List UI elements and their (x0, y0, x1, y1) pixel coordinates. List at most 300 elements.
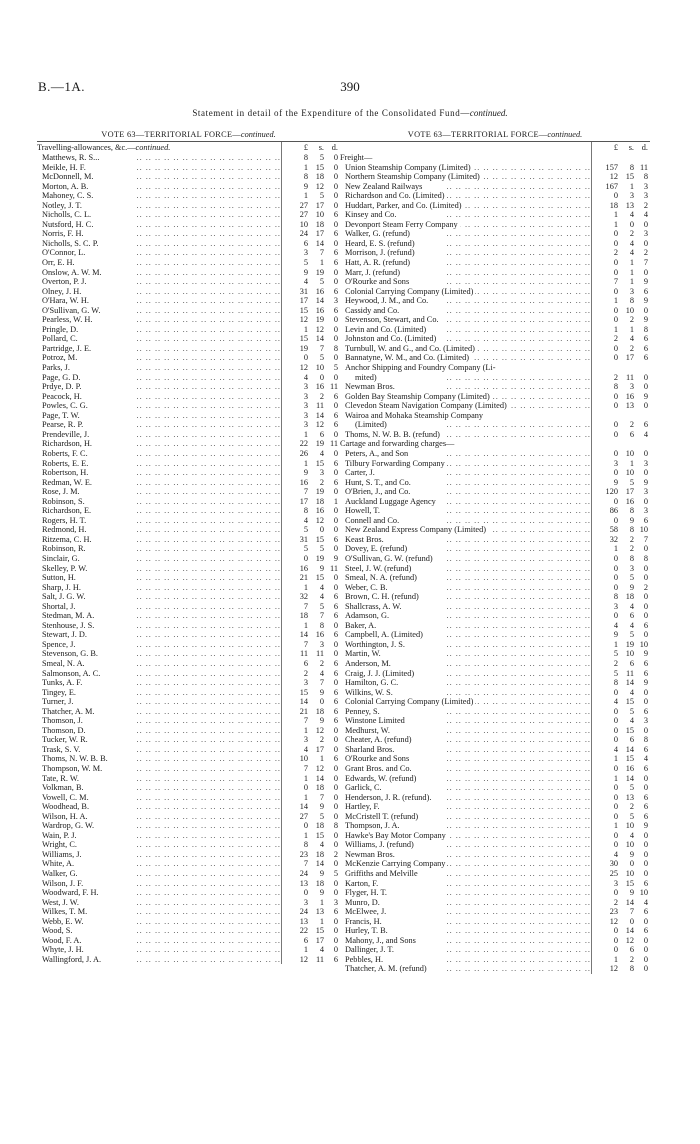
right-entry-pence: 4 (643, 429, 648, 439)
left-vote-heading-suffix: continued. (240, 130, 276, 139)
left-table-row (37, 955, 340, 965)
right-entry-name-text: Pebbles, H. (345, 954, 384, 964)
right-entry-pounds: 5 (613, 649, 618, 659)
left-entry-amount (281, 812, 340, 822)
right-entry-name-text: O'Rourke and Sons (345, 277, 410, 287)
right-entry-pounds: 8 (613, 592, 618, 602)
left-entry-pounds: 4 (303, 515, 308, 525)
left-entry-name-text: Notley, J. T. (42, 200, 82, 210)
left-entry-name-text: Robinson, R. (42, 544, 86, 554)
right-entry-name (340, 373, 591, 383)
left-entry-shillings: 15 (315, 573, 324, 583)
left-entry-amount (281, 669, 340, 679)
right-entry-name-text: Hartley, F. (345, 802, 380, 812)
left-entry-shillings: 15 (315, 458, 324, 468)
right-entry-pounds: 25 (609, 869, 618, 879)
right-entry-name (340, 525, 591, 535)
right-entry-name (340, 640, 591, 650)
left-entry-name (37, 859, 281, 869)
right-entry-shillings: 5 (629, 783, 634, 793)
left-entry-pounds: 0 (303, 783, 308, 793)
left-table-row (37, 344, 340, 354)
right-entry-name (340, 688, 591, 698)
right-table-row (340, 191, 650, 201)
left-entry-shillings: 9 (319, 563, 324, 573)
right-entry-pence: 3 (643, 716, 648, 726)
left-entry-amount (281, 821, 340, 831)
right-entry-pounds (592, 439, 618, 449)
left-entry-name-text: Nicholls, S. C. P. (42, 238, 99, 248)
right-entry-shillings: 6 (629, 735, 634, 745)
right-entry-pence: 0 (643, 840, 648, 850)
left-entry-amount (281, 611, 340, 621)
left-entry-name (37, 172, 281, 182)
right-entry-name (340, 306, 591, 316)
left-entry-name-text: Stenhouse, J. S. (42, 620, 95, 630)
right-entry-name-text: Devonport Steam Ferry Company (345, 219, 458, 229)
left-entry-pence: 6 (333, 534, 338, 544)
right-entry-pounds: 0 (613, 926, 618, 936)
right-entry-pounds: 12 (609, 964, 618, 974)
left-table-row (37, 821, 340, 831)
right-entry-name (340, 296, 591, 306)
left-entry-pence: 0 (333, 859, 338, 869)
right-entry-name-text: Morrison, J. (refund) (345, 248, 415, 258)
left-entry-shillings: 7 (319, 792, 324, 802)
right-entry-amount (591, 497, 650, 507)
right-entry-amount (591, 649, 650, 659)
right-entry-name-text: Shallcrass, A. W. (345, 601, 402, 611)
left-entry-pence: 0 (333, 830, 338, 840)
left-entry-name (37, 516, 281, 526)
right-entry-name (340, 163, 591, 173)
right-entry-name (340, 831, 591, 841)
right-entry-pounds: 4 (613, 697, 618, 707)
left-entry-name-text: Redmond, H. (42, 525, 87, 535)
left-entry-pence: 6 (333, 248, 338, 258)
left-entry-pence: 9 (333, 553, 338, 563)
right-entry-pounds: 0 (613, 343, 618, 353)
right-entry-pence (634, 153, 648, 163)
right-entry-name (340, 802, 591, 812)
right-entry-amount (591, 191, 650, 201)
left-table-row (37, 487, 340, 497)
right-entry-shillings: 14 (625, 678, 634, 688)
right-table-row (340, 764, 650, 774)
right-entry-name-text: Penney, S. (345, 706, 380, 716)
left-entry-pounds: 1 (303, 725, 308, 735)
left-entry-amount (281, 573, 340, 583)
left-entry-shillings: 12 (315, 764, 324, 773)
left-entry-pounds: 13 (299, 916, 308, 926)
left-entry-name (37, 564, 281, 574)
right-entry-amount (591, 172, 650, 182)
right-entry-amount (591, 812, 650, 822)
left-entry-name-text: Sinclair, G. (42, 553, 80, 563)
right-entry-name-text: Heywood, J. M., and Co. (345, 296, 429, 306)
left-entry-pence: 0 (333, 487, 338, 497)
left-entry-name-text: Skelley, P. W. (42, 563, 88, 573)
right-entry-pounds: 0 (613, 229, 618, 239)
right-entry-amount (591, 363, 650, 373)
right-rows (340, 153, 650, 974)
left-entry-name (37, 439, 281, 449)
right-entry-name (340, 840, 591, 850)
left-entry-pounds: 0 (303, 353, 308, 363)
left-table-row (37, 478, 340, 488)
left-table-row (37, 840, 340, 850)
left-entry-shillings: 1 (319, 754, 324, 764)
left-entry-pounds: 7 (303, 716, 308, 726)
right-entry-pence: 10 (639, 639, 648, 649)
statement-title-suffix: continued. (469, 108, 508, 118)
left-table-row (37, 688, 340, 698)
left-entry-amount (281, 411, 340, 421)
right-entry-amount (591, 229, 650, 239)
right-entry-name (340, 258, 591, 268)
right-entry-shillings: 4 (629, 248, 634, 258)
right-entry-amount (591, 859, 650, 869)
left-entry-name-text: Tingey, E. (42, 687, 76, 697)
right-entry-amount (591, 373, 650, 383)
right-entry-shillings: 3 (629, 382, 634, 392)
left-entry-name-text: Trask, S. V. (42, 744, 81, 754)
right-entry-name (340, 697, 591, 707)
left-header-row (37, 141, 340, 153)
right-entry-shillings: 5 (629, 477, 634, 487)
right-table-row (340, 640, 650, 650)
left-entry-pounds: 6 (303, 935, 308, 945)
right-entry-shillings: 0 (629, 219, 634, 229)
left-table-row (37, 220, 340, 230)
left-table-row (37, 516, 340, 526)
left-entry-pounds: 8 (303, 506, 308, 516)
right-table-row (340, 774, 650, 784)
left-entry-amount (281, 630, 340, 640)
right-table-row (340, 506, 650, 516)
left-entry-pence: 0 (333, 162, 338, 172)
right-entry-amount (591, 153, 650, 163)
left-pound-header: £ (303, 143, 308, 152)
left-table-row (37, 936, 340, 946)
right-entry-amount (591, 325, 650, 335)
right-entry-name (340, 478, 591, 488)
left-entry-name-text: Robertson, H. (42, 468, 89, 478)
left-entry-name (37, 936, 281, 946)
statement-title-text: Statement in detail of the Expenditure of the Consolidated Fund— (192, 108, 470, 118)
right-entry-name-text: Hatt, A. R. (refund) (345, 258, 410, 268)
right-entry-pounds: 0 (613, 286, 618, 296)
left-entry-pence: 0 (333, 515, 338, 525)
right-table-row (340, 869, 650, 879)
right-entry-name (340, 754, 591, 764)
right-table-row (340, 707, 650, 717)
right-table-row (340, 630, 650, 640)
right-entry-shillings: 14 (625, 744, 634, 754)
right-entry-pence: 6 (643, 286, 648, 296)
right-entry-pence: 11 (640, 162, 648, 172)
right-entry-shillings: 15 (625, 754, 634, 764)
right-entry-pounds: 3 (613, 601, 618, 611)
left-entry-pence: 0 (333, 725, 338, 735)
left-entry-pence: 0 (333, 181, 338, 191)
right-entry-name (340, 153, 591, 163)
left-entry-pounds: 22 (299, 926, 308, 936)
right-entry-shillings: 7 (629, 907, 634, 917)
left-entry-amount (281, 220, 340, 230)
left-entry-shillings: 18 (315, 878, 324, 888)
left-entry-shillings: 5 (319, 277, 324, 287)
left-entry-pence: 0 (333, 544, 338, 554)
left-table-row (37, 812, 340, 822)
right-entry-name-text: (Limited) (345, 420, 389, 429)
left-entry-shillings: 5 (319, 191, 324, 201)
right-entry-name (340, 544, 591, 554)
left-entry-shillings: 16 (315, 305, 324, 315)
right-entry-amount (591, 439, 650, 449)
right-entry-pounds: 1 (613, 773, 618, 783)
left-entry-amount (281, 439, 340, 449)
right-shilling-header: s. (628, 143, 634, 152)
right-entry-name (340, 964, 591, 974)
left-entry-amount (281, 201, 340, 211)
right-entry-amount (591, 611, 650, 621)
left-table-row (37, 497, 340, 507)
left-entry-name (37, 716, 281, 726)
left-entry-pounds: 17 (299, 496, 308, 506)
right-table-row (340, 163, 650, 173)
right-entry-name-text: Adamson, G. (345, 611, 390, 621)
right-table-row (340, 554, 650, 564)
left-entry-amount (281, 287, 340, 297)
left-entry-name-text: Sutton, H. (42, 573, 76, 583)
left-table-row (37, 210, 340, 220)
left-entry-pence: 3 (333, 897, 338, 907)
left-entry-name-text: Wain, P. J. (42, 830, 77, 840)
right-entry-shillings: 2 (629, 229, 634, 239)
right-entry-pounds: 86 (609, 506, 618, 516)
left-entry-amount (281, 248, 340, 258)
left-entry-name (37, 955, 281, 965)
left-entry-pence: 0 (333, 267, 338, 277)
left-entry-name (37, 745, 281, 755)
right-entry-shillings: 8 (629, 553, 634, 563)
right-entry-pounds: 1 (613, 219, 618, 229)
right-entry-amount (591, 401, 650, 411)
right-entry-shillings: 10 (625, 840, 634, 850)
left-table-row (37, 525, 340, 535)
left-entry-amount (281, 726, 340, 736)
left-entry-amount (281, 754, 340, 764)
right-entry-amount (591, 879, 650, 889)
right-entry-amount (591, 669, 650, 679)
left-entry-pounds: 1 (303, 191, 308, 201)
right-table-row (340, 726, 650, 736)
right-entry-amount (591, 602, 650, 612)
right-entry-shillings: 3 (629, 191, 634, 201)
left-entry-pounds: 1 (303, 792, 308, 802)
right-entry-name (340, 430, 591, 440)
right-entry-pounds: 32 (609, 534, 618, 544)
right-entry-name (340, 707, 591, 717)
right-entry-name-text: Sharland Bros. (345, 744, 395, 754)
right-entry-name-text: Cheater, A. (refund) (345, 735, 412, 745)
left-entry-pounds: 12 (299, 363, 308, 373)
left-entry-name-text: Onslow, A. W. M. (42, 267, 102, 277)
right-entry-shillings: 9 (629, 515, 634, 525)
right-entry-pounds: 120 (605, 487, 618, 497)
right-entry-pence: 2 (643, 200, 648, 210)
right-entry-name (340, 621, 591, 631)
left-entry-pence: 11 (330, 382, 338, 392)
right-entry-amount (591, 516, 650, 526)
left-entry-shillings: 18 (315, 496, 324, 506)
right-entry-shillings: 1 (629, 267, 634, 277)
left-entry-name (37, 697, 281, 707)
right-entry-amount (591, 506, 650, 516)
left-entry-pounds: 3 (303, 678, 308, 688)
left-entry-pounds: 12 (299, 315, 308, 325)
left-entry-shillings: 18 (315, 849, 324, 859)
right-entry-pence: 0 (643, 773, 648, 783)
left-entry-amount (281, 449, 340, 459)
right-pence-header: d. (641, 143, 648, 152)
left-entry-name-text: Turner, J. (42, 697, 74, 707)
left-entry-pence: 0 (333, 773, 338, 783)
right-entry-name-text: Auckland Luggage Agency (345, 496, 436, 506)
right-entry-amount (591, 630, 650, 640)
right-entry-name-text: Anderson, M. (345, 658, 391, 668)
right-entry-name-text: Clevedon Steam Navigation Company (Limited) (345, 401, 507, 411)
left-entry-shillings: 9 (319, 888, 324, 898)
right-entry-amount (591, 306, 650, 316)
left-table-row (37, 907, 340, 917)
right-entry-pounds: 3 (613, 458, 618, 468)
left-entry-pounds: 8 (303, 172, 308, 182)
left-entry-pounds: 0 (303, 821, 308, 831)
left-entry-name (37, 239, 281, 249)
right-entry-pounds: 1 (613, 821, 618, 831)
right-entry-name (340, 268, 591, 278)
right-table-row (340, 936, 650, 946)
right-table-row (340, 926, 650, 936)
left-entry-pence: 0 (333, 353, 338, 363)
right-entry-name-text: McCristell T. (refund) (345, 811, 419, 821)
right-entry-name (340, 420, 591, 430)
right-table-row (340, 353, 650, 363)
right-table-row (340, 812, 650, 822)
right-table-row (340, 487, 650, 497)
right-entry-name (340, 611, 591, 621)
left-entry-amount (281, 382, 340, 392)
right-entry-pounds: 1 (613, 210, 618, 220)
left-entry-name-text: Sharp, J. H. (42, 582, 81, 592)
right-entry-name (340, 602, 591, 612)
left-entry-name (37, 621, 281, 631)
left-entry-shillings: 4 (319, 592, 324, 602)
left-table-row (37, 459, 340, 469)
right-entry-shillings: 17 (625, 487, 634, 497)
right-table-row (340, 277, 650, 287)
left-entry-amount (281, 544, 340, 554)
right-entry-shillings: 2 (629, 315, 634, 325)
left-entry-name-text: Peacock, H. (42, 391, 82, 401)
left-entry-pounds: 23 (299, 849, 308, 859)
right-entry-pounds: 9 (613, 630, 618, 640)
left-table-row (37, 191, 340, 201)
left-section-label (37, 142, 281, 153)
right-entry-amount (591, 239, 650, 249)
right-entry-name-text: Martin, W. (345, 649, 381, 659)
left-entry-name-text: Prdye, D. P. (42, 382, 82, 392)
right-entry-name (340, 459, 591, 469)
left-entry-amount (281, 640, 340, 650)
left-entry-name (37, 296, 281, 306)
left-entry-name (37, 277, 281, 287)
right-table-row (340, 945, 650, 955)
right-table-row (340, 306, 650, 316)
right-entry-name-text: Kinsey and Co. (345, 210, 397, 220)
right-entry-shillings: 19 (625, 639, 634, 649)
left-table-row (37, 334, 340, 344)
left-entry-pounds: 1 (303, 458, 308, 468)
right-entry-amount (591, 869, 650, 879)
right-entry-name (340, 516, 591, 526)
right-entry-shillings: 4 (629, 830, 634, 840)
right-entry-amount (591, 783, 650, 793)
right-entry-amount (591, 220, 650, 230)
left-entry-pence: 0 (333, 219, 338, 229)
left-entry-pence: 6 (333, 907, 338, 917)
left-entry-pounds: 1 (303, 324, 308, 334)
left-entry-name-text: Thoms, N. W. B. B. (42, 754, 108, 764)
right-entry-shillings: 11 (626, 372, 634, 382)
left-entry-pence: 2 (333, 849, 338, 859)
right-table-row (340, 879, 650, 889)
right-entry-shillings: 9 (629, 849, 634, 859)
right-entry-name-text: Karton, F. (345, 878, 379, 888)
left-entry-name-text: Walker, G. (42, 869, 78, 879)
right-entry-pence: 3 (643, 458, 648, 468)
left-entry-amount (281, 191, 340, 201)
right-entry-name (340, 248, 591, 258)
left-entry-name-text: Thomson, D. (42, 725, 86, 735)
left-table-row (37, 468, 340, 478)
left-entry-amount (281, 373, 340, 383)
left-entry-shillings: 14 (315, 296, 324, 306)
left-table-row (37, 926, 340, 936)
left-entry-pounds: 3 (303, 382, 308, 392)
right-entry-pounds: 7 (613, 277, 618, 287)
right-table-row (340, 802, 650, 812)
right-table-row (340, 907, 650, 917)
left-entry-pounds: 12 (299, 954, 308, 964)
right-entry-name-text: Union Steamship Company (Limited) (345, 162, 471, 172)
left-entry-pence: 5 (333, 869, 338, 879)
right-entry-amount (591, 411, 650, 421)
left-entry-pounds: 9 (303, 181, 308, 191)
left-entry-name-text: Orr, E. H. (42, 258, 75, 268)
left-entry-shillings: 0 (319, 697, 324, 707)
right-table-row (340, 535, 650, 545)
left-entry-amount (281, 363, 340, 373)
right-entry-name-text: Cartage and forwarding charges— (340, 439, 455, 449)
left-entry-name (37, 325, 281, 335)
right-entry-name (340, 850, 591, 860)
right-entry-name-text: Garlick, C. (345, 783, 382, 793)
left-column (37, 128, 340, 964)
right-entry-amount (591, 726, 650, 736)
